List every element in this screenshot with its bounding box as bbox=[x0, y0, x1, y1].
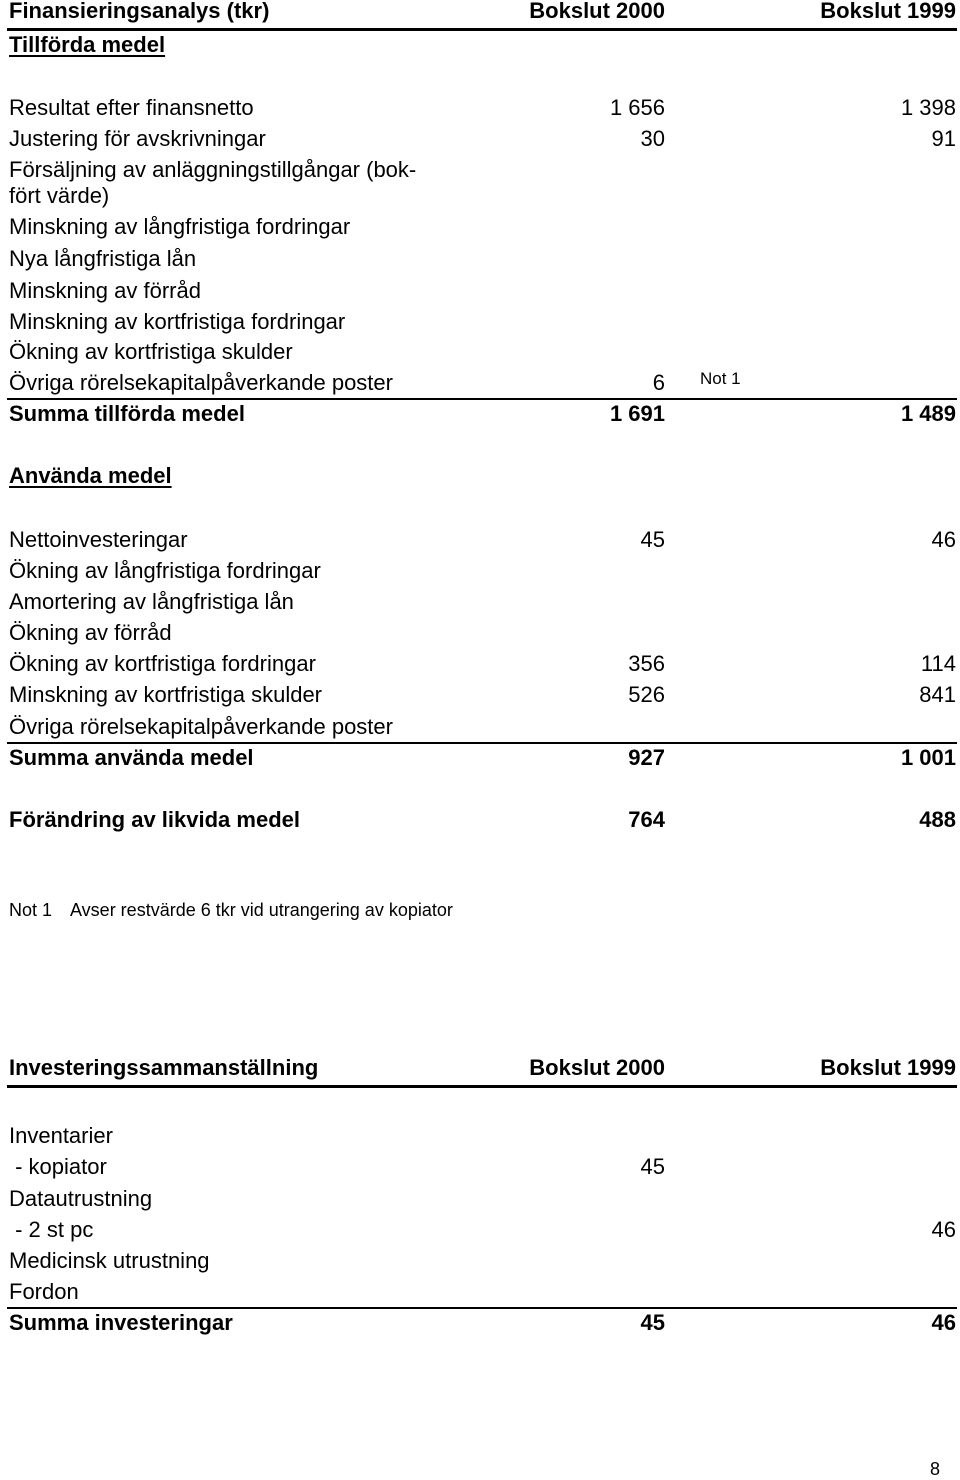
row-value-1999: 1 398 bbox=[900, 95, 956, 120]
investments-total-2000: 45 bbox=[640, 1310, 665, 1335]
row-value-2000: 356 bbox=[628, 651, 665, 676]
row-label: Övriga rörelsekapitalpåverkande poster bbox=[9, 370, 393, 395]
page-number: 8 bbox=[929, 1459, 940, 1479]
row-label: Ökning av kortfristiga fordringar bbox=[9, 651, 316, 676]
row-value-1999: 114 bbox=[920, 651, 956, 676]
row-value-2000: 45 bbox=[640, 1154, 665, 1179]
row-label: Inventarier bbox=[9, 1123, 113, 1148]
footnote-text: Avser restvärde 6 tkr vid utrangering av kopiator bbox=[70, 900, 453, 920]
investments-total-1999: 46 bbox=[931, 1310, 956, 1335]
footnote-ref: Not 1 bbox=[9, 900, 53, 920]
row-label: - kopiator bbox=[9, 1154, 107, 1179]
row-label: Ökning av förråd bbox=[9, 620, 172, 645]
row-label: Försäljning av anläggningstillgångar (bok- bbox=[9, 157, 417, 182]
row-label: Medicinsk utrustning bbox=[9, 1248, 210, 1273]
row-label: Ökning av kortfristiga skulder bbox=[9, 339, 293, 364]
row-label: Minskning av förråd bbox=[9, 278, 201, 303]
sources-total-2000: 1 691 bbox=[609, 401, 665, 426]
investments-col-2000-header: Bokslut 2000 bbox=[529, 1055, 665, 1080]
financing-col-1999-header: Bokslut 1999 bbox=[820, 0, 956, 23]
uses-total-1999: 1 001 bbox=[900, 745, 956, 770]
row-value-1999: 46 bbox=[931, 527, 956, 552]
row-value-2000: 6 bbox=[652, 370, 665, 395]
row-label: - 2 st pc bbox=[9, 1217, 94, 1242]
row-label: Nya långfristiga lån bbox=[9, 246, 197, 271]
row-label: Minskning av kortfristiga fordringar bbox=[9, 309, 346, 334]
row-label: Ökning av långfristiga fordringar bbox=[9, 558, 321, 583]
row-label: Minskning av långfristiga fordringar bbox=[9, 214, 351, 239]
row-value-2000: 1 656 bbox=[609, 95, 665, 120]
sources-total-1999: 1 489 bbox=[900, 401, 956, 426]
row-label: fört värde) bbox=[9, 183, 110, 208]
uses-total-2000: 927 bbox=[628, 745, 665, 770]
row-label: Resultat efter finansnetto bbox=[9, 95, 254, 120]
change-2000: 764 bbox=[628, 807, 665, 832]
row-value-2000: 526 bbox=[628, 682, 665, 707]
investments-col-1999-header: Bokslut 1999 bbox=[820, 1055, 956, 1080]
financing-title: Finansieringsanalys (tkr) bbox=[9, 0, 270, 23]
investments-title: Investeringssammanställning bbox=[9, 1055, 319, 1080]
row-label: Nettoinvesteringar bbox=[9, 527, 188, 552]
investments-header-rule bbox=[7, 1085, 957, 1088]
row-label: Amortering av långfristiga lån bbox=[9, 589, 294, 614]
row-label: Justering för avskrivningar bbox=[9, 126, 266, 151]
row-label: Datautrustning bbox=[9, 1186, 153, 1211]
row-value-1999: 91 bbox=[931, 126, 956, 151]
sources-heading: Tillförda medel bbox=[9, 32, 166, 57]
row-value-1999: 46 bbox=[931, 1217, 956, 1242]
change-1999: 488 bbox=[919, 807, 956, 832]
investments-total-rule bbox=[7, 1307, 957, 1309]
row-value-2000: 30 bbox=[640, 126, 665, 151]
row-value-1999: 841 bbox=[919, 682, 956, 707]
uses-total-rule bbox=[7, 742, 957, 744]
investments-total-label: Summa investeringar bbox=[9, 1310, 233, 1335]
sources-total-label: Summa tillförda medel bbox=[9, 401, 245, 426]
header-rule bbox=[7, 28, 957, 31]
row-label: Minskning av kortfristiga skulder bbox=[9, 682, 323, 707]
note-reference: Not 1 bbox=[700, 369, 741, 388]
uses-heading: Använda medel bbox=[9, 463, 172, 488]
financing-col-2000-header: Bokslut 2000 bbox=[529, 0, 665, 23]
row-value-2000: 45 bbox=[640, 527, 665, 552]
change-label: Förändring av likvida medel bbox=[9, 807, 300, 832]
row-label: Fordon bbox=[9, 1279, 79, 1304]
uses-total-label: Summa använda medel bbox=[9, 745, 254, 770]
sources-total-rule bbox=[7, 398, 957, 400]
row-label: Övriga rörelsekapitalpåverkande poster bbox=[9, 714, 393, 739]
